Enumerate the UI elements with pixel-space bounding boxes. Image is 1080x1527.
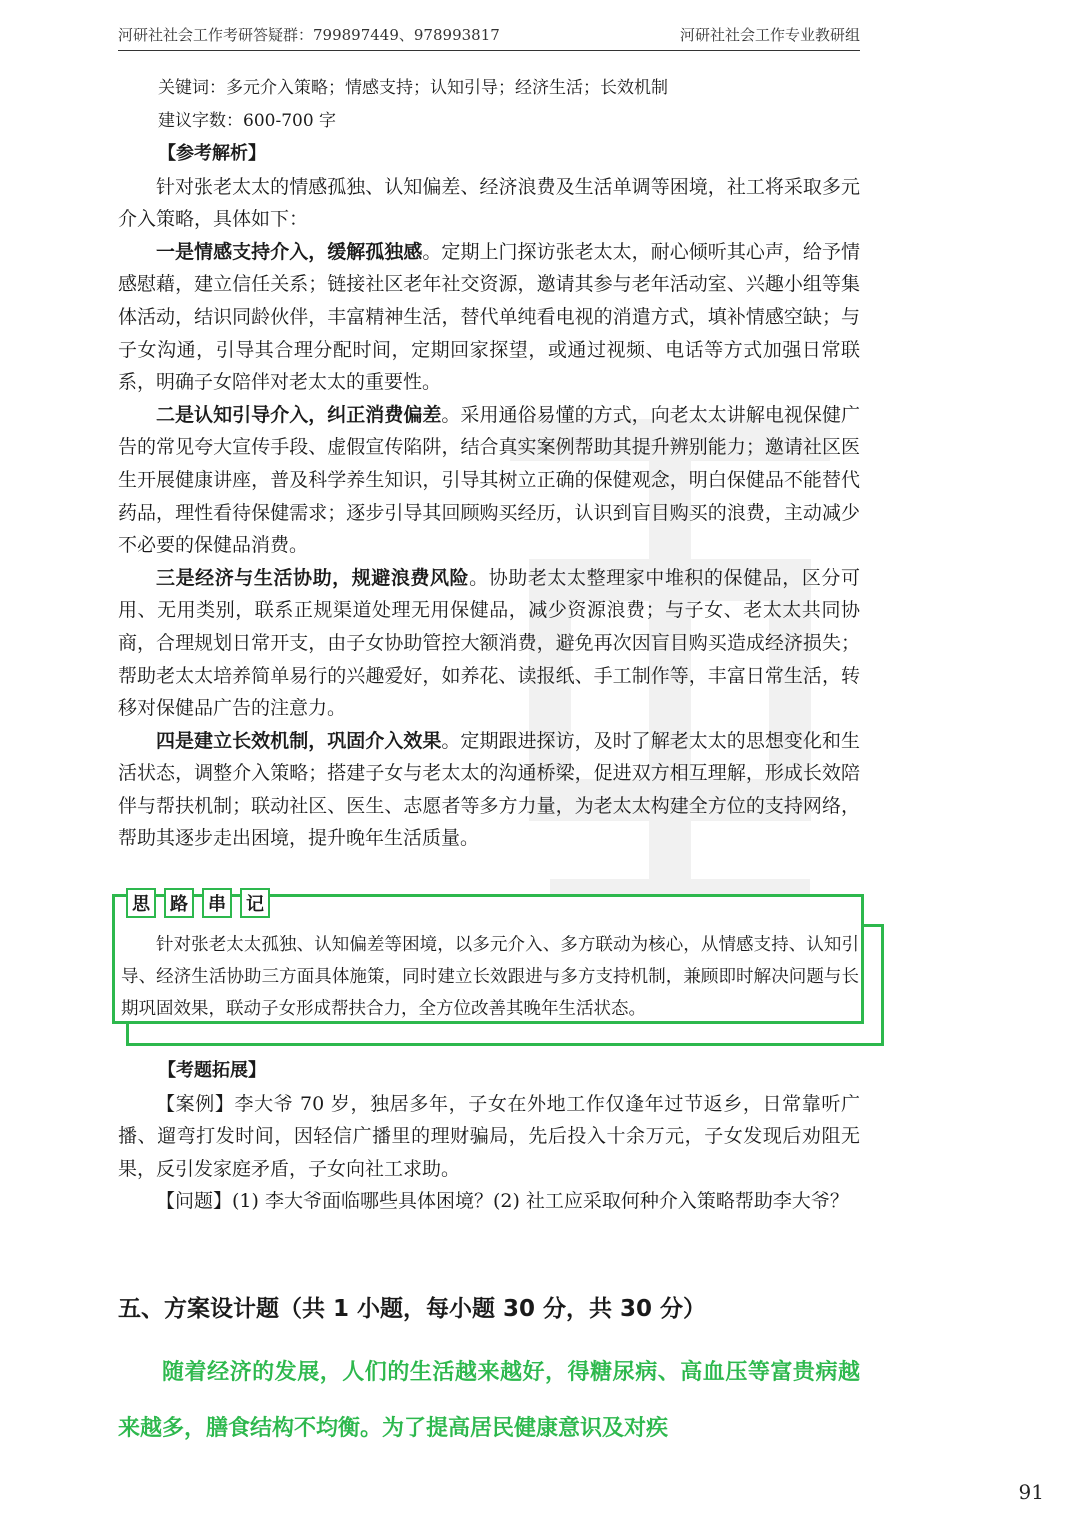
point-body-4: 。定期跟进探访，及时了解老太太的思想变化和生活状态，调整介入策略；搭建子女与老太太的沟通桥梁，促进双方相互理解，形成长效陪伴与帮扶机制；联动社区、医生、志愿者等多方力量，为老太太构建全方位的支持网络，帮助其逐步走出困境，提升晚年生活质量。 <box>118 729 860 850</box>
summary-tags <box>126 888 270 918</box>
extension-section <box>118 1055 860 1218</box>
point-paragraph-2 <box>118 399 860 562</box>
keywords-line: 关键词：多元介入策略；情感支持；认知引导；经济生活；长效机制 <box>158 78 668 98</box>
word-count-line: 建议字数：600-700 字 <box>158 111 337 131</box>
summary-box <box>112 894 864 1024</box>
point-lead-1: 一是情感支持介入，缓解孤独感 <box>156 240 423 263</box>
point-lead-2: 二是认知引导介入，纠正消费偏差 <box>156 403 442 426</box>
main-content <box>118 72 860 855</box>
extension-case: 【案例】李大爷 70 岁，独居多年，子女在外地工作仅逢年过节返乡，日常靠听广播、遛弯打发时间，因轻信广播里的理财骗局，先后投入十余万元，子女发现后劝阻无果，反引发家庭矛盾，子女向社工求助。 <box>118 1092 860 1180</box>
point-paragraph-3 <box>118 562 860 725</box>
page-number: 91 <box>1018 1480 1044 1504</box>
extension-heading: 【考题拓展】 <box>158 1060 266 1081</box>
intro-paragraph: 针对张老太太的情感孤独、认知偏差、经济浪费及生活单调等困境，社工将采取多元介入策略，具体如下： <box>118 175 860 231</box>
summary-tag-3: 串 <box>202 888 232 918</box>
extension-question: 【问题】(1) 李大爷面临哪些具体困境？(2) 社工应采取何种介入策略帮助李大爷？ <box>156 1190 849 1213</box>
point-paragraph-1 <box>118 236 860 399</box>
point-body-2: 。采用通俗易懂的方式，向老太太讲解电视保健广告的常见夸大宣传手段、虚假宣传陷阱，结合真实案例帮助其提升辨别能力；邀请社区医生开展健康讲座，普及科学养生知识，引导其树立正确的保健观念，明白保健品不能替代药品，理性看待保健需求；逐步引导其回顾购买经历，认识到盲目购买的浪费，主动减少不必要的保健品消费。 <box>118 403 860 557</box>
summary-tag-2: 路 <box>164 888 194 918</box>
page-header <box>118 22 860 51</box>
summary-tag-1: 思 <box>126 888 156 918</box>
point-lead-4: 四是建立长效机制，巩固介入效果 <box>156 729 442 752</box>
point-body-3: 。协助老太太整理家中堆积的保健品，区分可用、无用类别，联系正规渠道处理无用保健品，减少资源浪费；与子女、老太太共同协商，合理规划日常开支，由子女协助管控大额消费，避免再次因盲目购买造成经济损失；帮助老太太培养简单易行的兴趣爱好，如养花、读报纸、手工制作等，丰富日常生活，转移对保健品广告的注意力。 <box>118 566 860 720</box>
summary-tag-4: 记 <box>240 888 270 918</box>
header-right-text: 河研社社会工作专业教研组 <box>679 26 860 44</box>
section-title: 五、方案设计题（共 1 小题，每小题 30 分，共 30 分） <box>118 1296 707 1322</box>
point-paragraph-4 <box>118 725 860 855</box>
question-prompt-text: 随着经济的发展，人们的生活越来越好，得糖尿病、高血压等富贵病越来越多，膳食结构不均衡。为了提高居民健康意识及对疾 <box>118 1359 860 1441</box>
analysis-heading: 【参考解析】 <box>158 143 266 164</box>
summary-text: 针对张老太太孤独、认知偏差等困境，以多元介入、多方联动为核心，从情感支持、认知引导、经济生活协助三方面具体施策，同时建立长效跟进与多方支持机制，兼顾即时解决问题与长期巩固效果，联动子女形成帮扶合力，全方位改善其晚年生活状态。 <box>121 935 859 1019</box>
point-lead-3: 三是经济与生活协助，规避浪费风险 <box>156 566 470 589</box>
point-body-1: 。定期上门探访张老太太，耐心倾听其心声，给予情感慰藉，建立信任关系；链接社区老年社交资源，邀请其参与老年活动室、兴趣小组等集体活动，结识同龄伙伴，丰富精神生活，替代单纯看电视的消遣方式，填补情感空缺；与子女沟通，引导其合理分配时间，定期回家探望，或通过视频、电话等方式加强日常联系，明确子女陪伴对老太太的重要性。 <box>118 240 860 394</box>
header-left-text: 河研社社会工作考研答疑群：799897449、978993817 <box>118 26 500 44</box>
